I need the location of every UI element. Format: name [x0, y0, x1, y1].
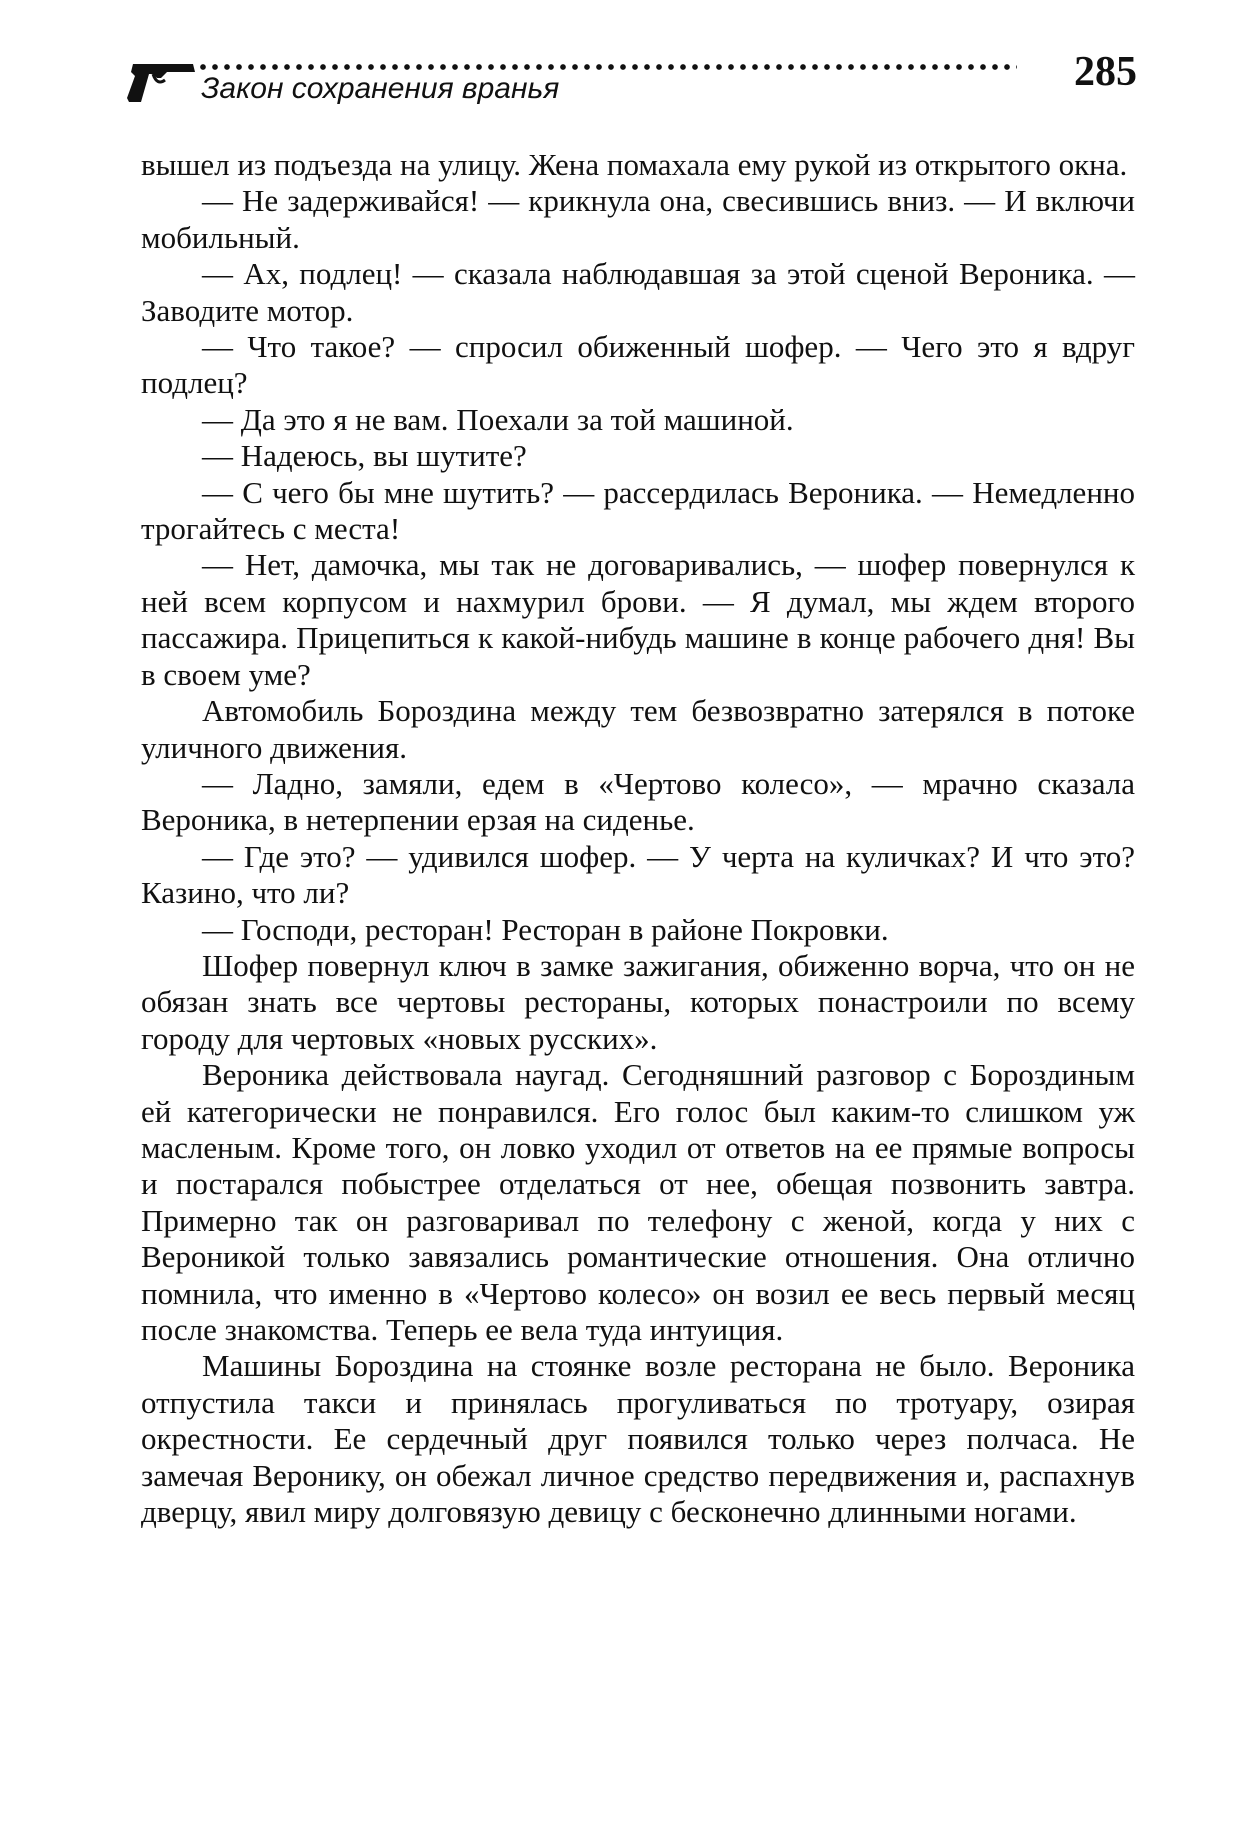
- paragraph: Машины Бороздина на стоянке возле ресторана не было. Вероника отпустила такси и принялась прогуливаться по тротуару, озирая окрестности. Ее сердечный друг появился только через полчаса. Не замечая Веронику, он обежал личное средство передвижения и, распахнув дверцу, явил миру долговязую девицу с бесконечно длинными ногами.: [141, 1348, 1135, 1530]
- running-title: Закон сохранения вранья: [201, 72, 560, 105]
- paragraph: — Ах, подлец! — сказала наблюдавшая за этой сценой Вероника. — Заводите мотор.: [141, 256, 1135, 328]
- paragraph: — Надеюсь, вы шутите?: [202, 438, 527, 474]
- paragraph: — Да это я не вам. Поехали за той машиной.: [202, 401, 794, 437]
- paragraph: — Где это? — удивился шофер. — У черта на куличках? И что это? Казино, что ли?: [141, 838, 1135, 911]
- paragraph: — Нет, дамочка, мы так не договаривались, — шофер повернулся к ней всем корпусом и нахмурил брови. — Я думал, мы ждем второго пассажира. Прицепиться к какой-нибудь машине в конце рабочего дня! Вы в своем уме?: [141, 547, 1135, 692]
- paragraph: Автомобиль Бороздина между тем безвозвратно затерялся в потоке уличного движения.: [141, 693, 1135, 765]
- paragraph: вышел из подъезда на улицу. Жена помахала ему рукой из открытого окна.: [141, 147, 1128, 182]
- dot-leader: [197, 62, 1017, 72]
- body-text: [141, 147, 1135, 1530]
- running-header: [127, 50, 1137, 120]
- paragraph: — Не задерживайся! — крикнула она, свесившись вниз. — И включи мобильный.: [141, 183, 1135, 255]
- paragraph: Вероника действовала наугад. Сегодняшний разговор с Бороздиным ей категорически не понравился. Его голос был каким-то слишком уж масленым. Кроме того, он ловко уходил от ответов на ее прямые вопросы и постарался побыстрее отделаться от нее, обещая позвонить завтра. Примерно так он разговаривал по телефону с женой, когда у них с Вероникой только завязались романтические отношения. Она отлично помнила, что именно в «Чертово колесо» он возил ее весь первый месяц после знакомства. Теперь ее вела туда интуиция.: [141, 1057, 1135, 1347]
- paragraph: — С чего бы мне шутить? — рассердилась Вероника. — Немедленно трогайтесь с места!: [141, 474, 1135, 547]
- paragraph: — Господи, ресторан! Ресторан в районе Покровки.: [202, 911, 889, 947]
- paragraph: Шофер повернул ключ в замке зажигания, обиженно ворча, что он не обязан знать все чертовы рестораны, которых понастроили по всему городу для чертовых «новых русских».: [141, 947, 1135, 1056]
- page-number: 285: [1074, 49, 1137, 95]
- paragraph: — Ладно, замяли, едем в «Чертово колесо», — мрачно сказала Вероника, в нетерпении ерзая на сиденье.: [141, 765, 1135, 838]
- pistol-icon: [127, 58, 199, 108]
- paragraph: — Что такое? — спросил обиженный шофер. — Чего это я вдруг подлец?: [141, 329, 1135, 401]
